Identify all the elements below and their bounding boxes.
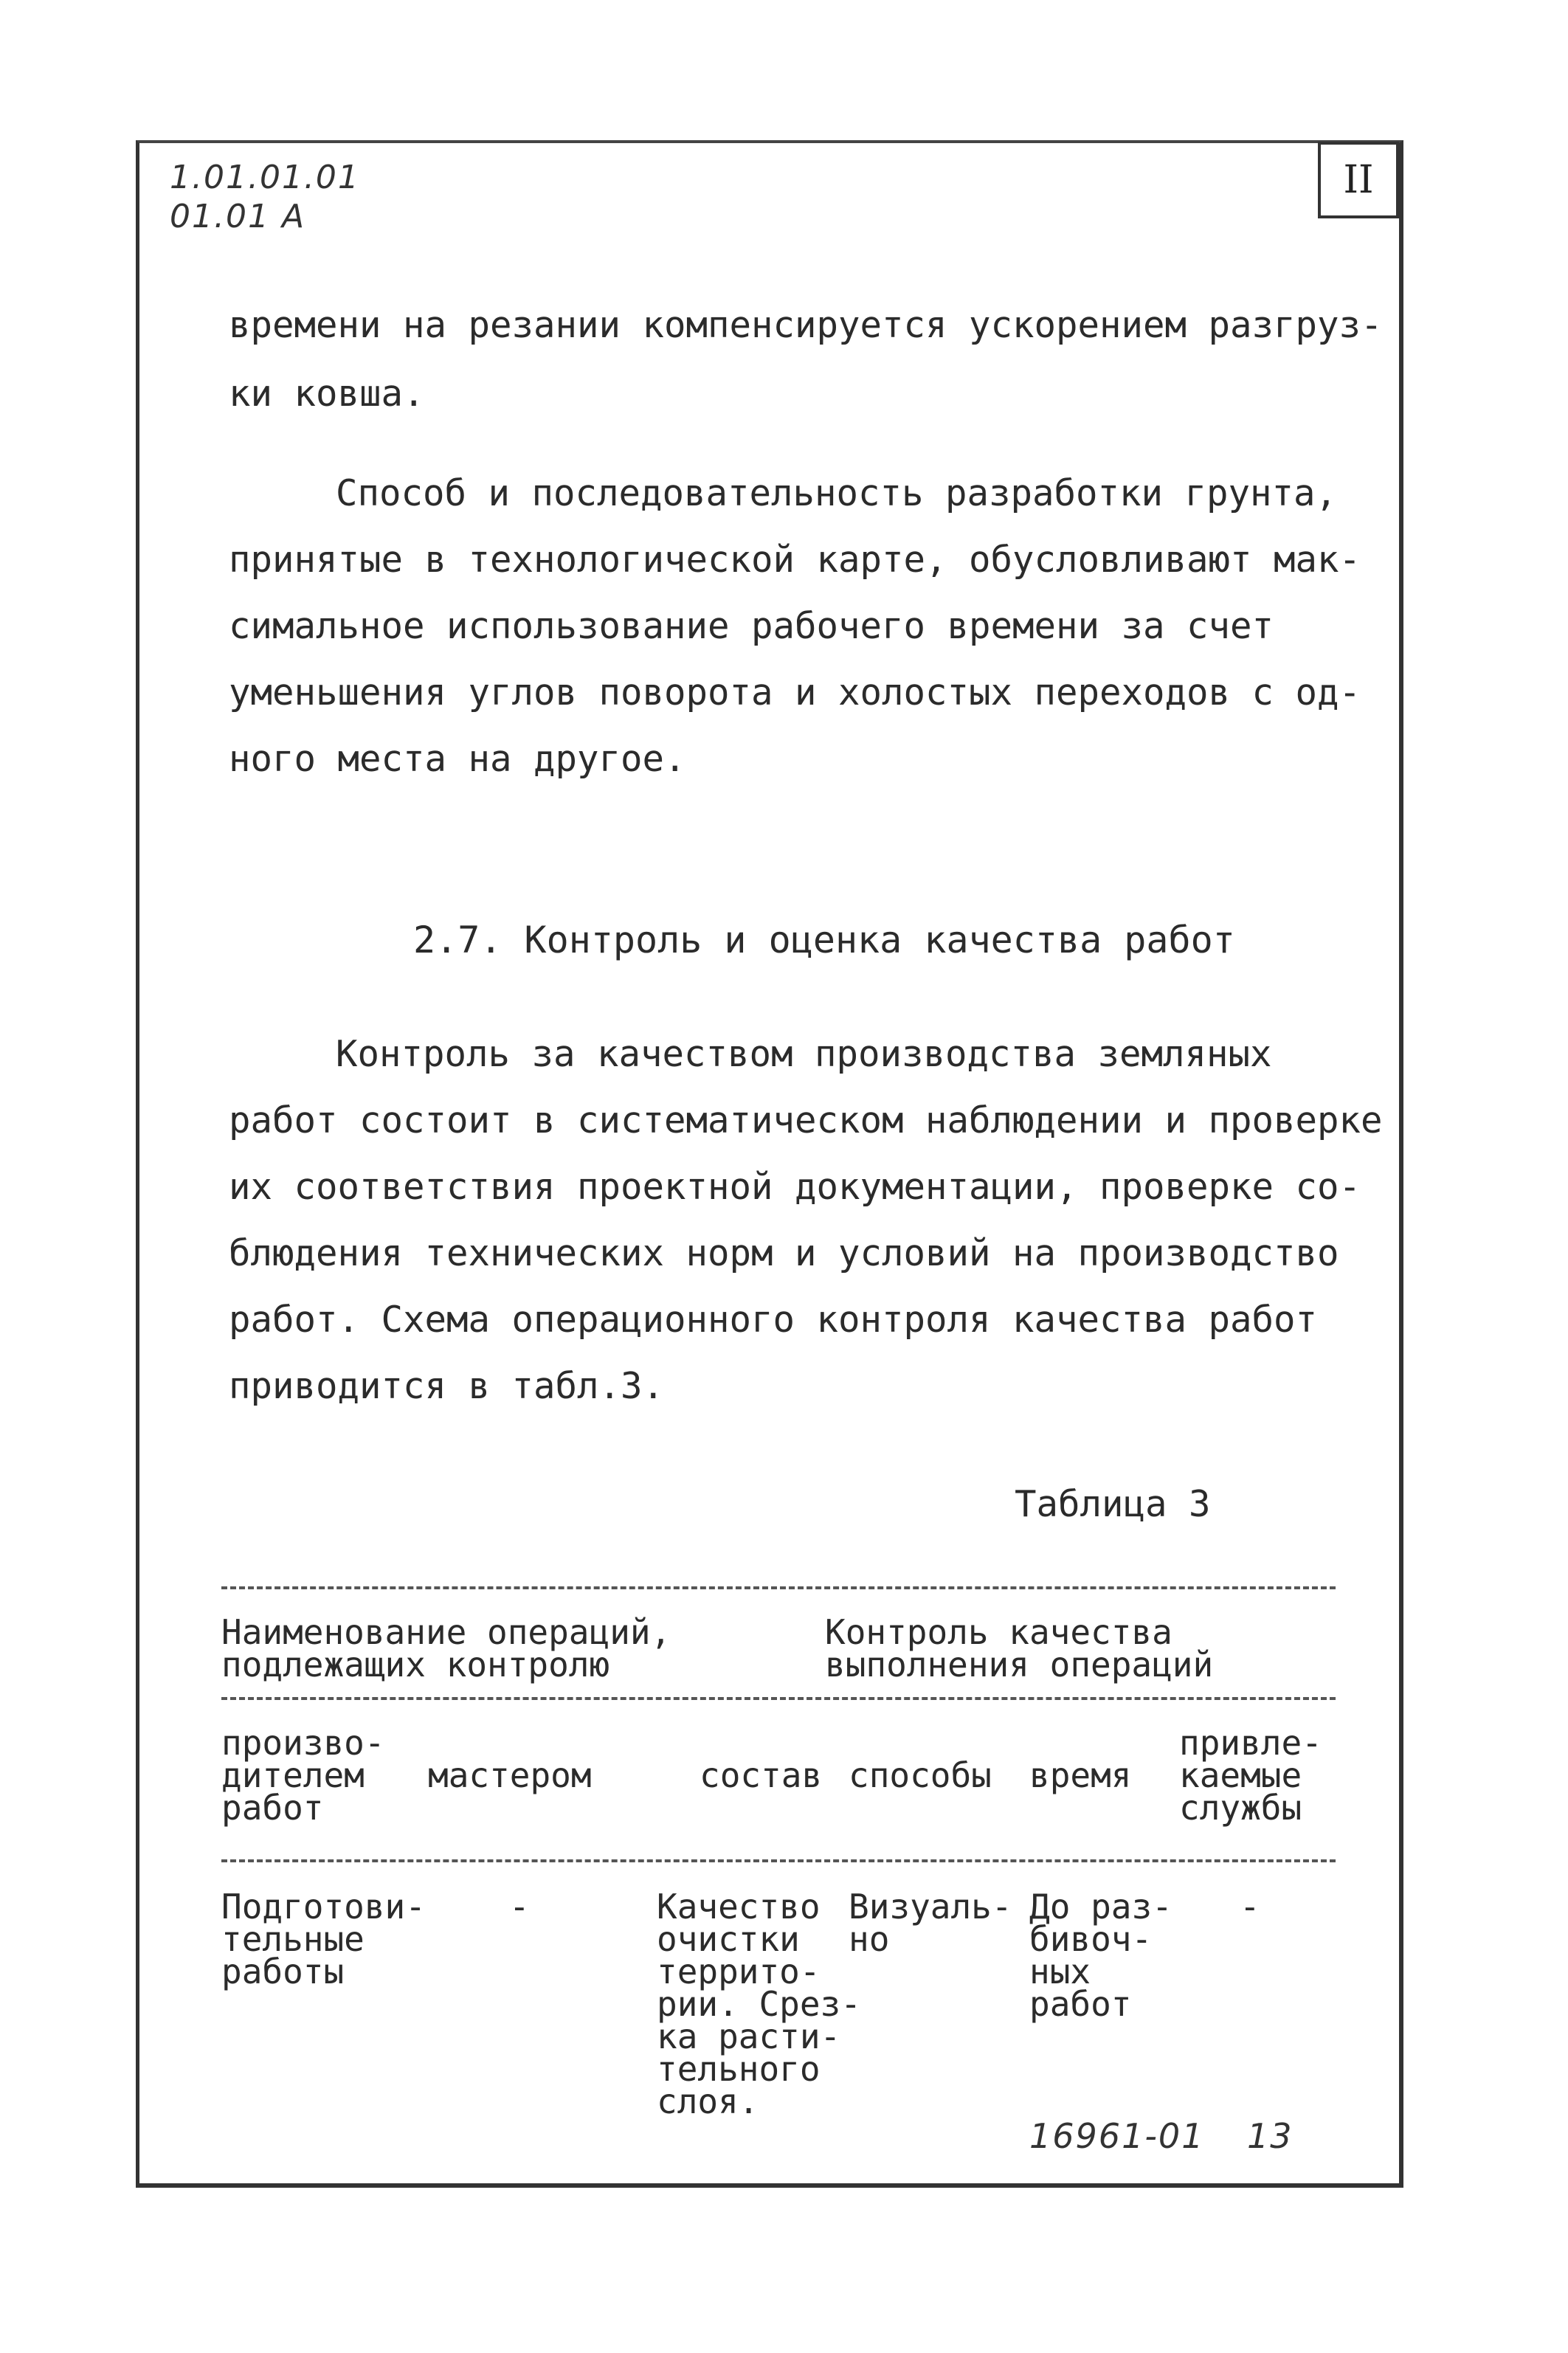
row-operation: Подготови- тельные работы xyxy=(221,1887,426,1991)
text-line: работ. Схема операционного контроля качества работ xyxy=(229,1299,1318,1341)
header-master: мастером xyxy=(428,1755,592,1795)
table-divider xyxy=(221,1859,1336,1862)
row-services: - xyxy=(1240,1887,1260,1927)
table-divider xyxy=(221,1697,1336,1700)
text-line: их соответствия проектной документации, проверке со- xyxy=(229,1166,1361,1208)
text-line: Способ и последовательность разработки грунта, xyxy=(336,472,1338,514)
table-divider xyxy=(221,1586,1336,1589)
text-line: блюдения технических норм и условий на производство xyxy=(229,1232,1339,1274)
header-quality-control: Контроль качества выполнения операций xyxy=(825,1612,1214,1685)
row-composition: Качество очистки террито- рии. Срез- ка расти- тельного слоя. xyxy=(657,1887,861,2121)
document-code-line1: 1.01.01.01 xyxy=(170,159,360,196)
table-title: Таблица 3 xyxy=(1015,1483,1211,1525)
text-line: приводится в табл.3. xyxy=(229,1365,665,1407)
page-number: II xyxy=(1343,158,1374,202)
document-signature-code: 16961-01 xyxy=(1029,2116,1205,2156)
text-line: ки ковша. xyxy=(229,373,425,415)
header-operations: Наименование операций, подлежащих контролю xyxy=(221,1612,671,1685)
header-producer: произво- дителем работ xyxy=(221,1723,385,1828)
text-line: времени на резании компенсируется ускорением разгруз- xyxy=(229,304,1383,346)
text-line: симальное использование рабочего времени за счет xyxy=(229,605,1274,647)
page-number-box xyxy=(1318,142,1399,218)
text-line: Контроль за качеством производства земляных xyxy=(336,1033,1272,1075)
row-master: - xyxy=(509,1887,530,1927)
sheet-number: 13 xyxy=(1247,2116,1294,2156)
header-methods: способы xyxy=(849,1755,992,1795)
text-line: уменьшения углов поворота и холостых переходов с од- xyxy=(229,671,1361,713)
page-frame xyxy=(136,140,1403,2188)
row-time: До раз- бивоч- ных работ xyxy=(1029,1887,1172,2024)
header-time: время xyxy=(1029,1755,1132,1795)
row-methods: Визуаль- но xyxy=(849,1887,1012,1959)
header-composition: состав xyxy=(700,1755,823,1795)
header-services: привле- каемые службы xyxy=(1179,1723,1322,1828)
document-code-line2: 01.01 А xyxy=(170,198,306,235)
text-line: принятые в технологической карте, обусловливают мак- xyxy=(229,539,1361,581)
section-heading: 2.7. Контроль и оценка качества работ xyxy=(413,919,1235,961)
text-line: ного места на другое. xyxy=(229,738,686,780)
text-line: работ состоит в систематическом наблюдении и проверке xyxy=(229,1099,1383,1141)
